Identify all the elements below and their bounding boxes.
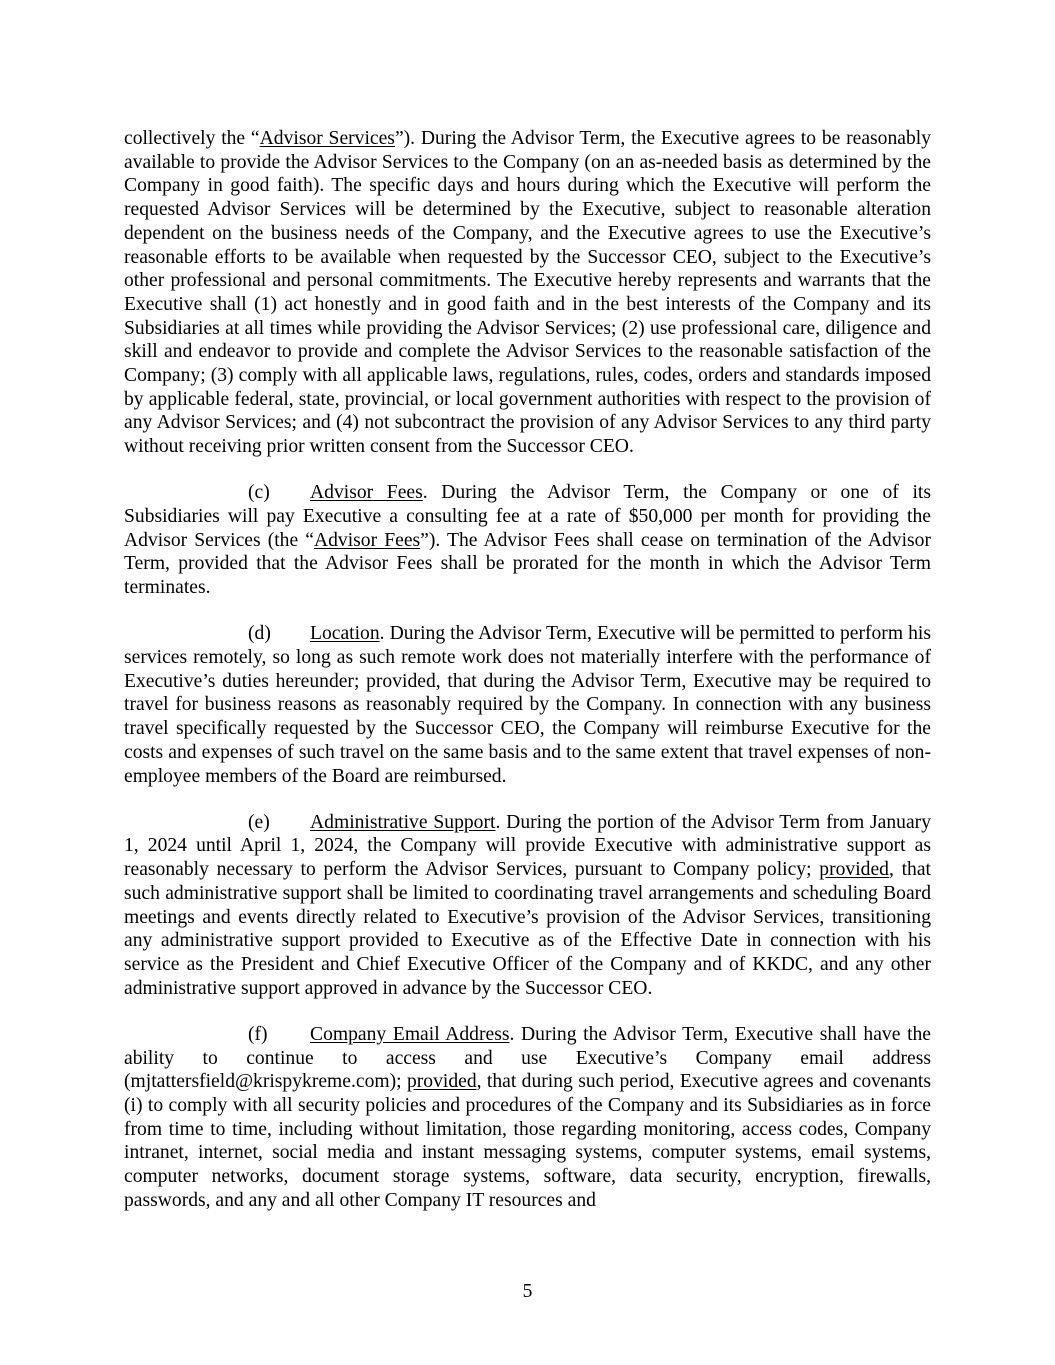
text: . During the Advisor Term, Executive will be permitted to perform his services remotely, so long as such remote work does not materially interfere with the performance of Executive’s duties hereunder; provided, that during the Advisor Term, Executive may be required to travel for business reasons as reasonably required by the Company. In connection with any business travel specifically requested by the Successor CEO, the Company will reimburse Executive for the costs and expenses of such travel on the same basis and to the same extent that travel expenses of non-employee members of the Board are reimbursed. <box>124 623 931 787</box>
defined-term-advisor-fees: Advisor Fees <box>313 529 421 551</box>
text: . During the Advisor Term, Executive shall have the ability to continue to access and use Executive’s Company email address (mjtattersfield@krispykreme.com); <box>124 1023 931 1093</box>
section-heading: Company Email Address <box>310 1023 510 1045</box>
emphasis-provided: provided <box>406 1071 477 1093</box>
section-marker: (d) <box>248 623 271 645</box>
paragraph-location <box>124 622 931 788</box>
text: ”). The Advisor Fees shall cease on termination of the Advisor Term, provided that the Advisor Fees shall be prorated for the month in which the Advisor Term terminates. <box>124 529 931 599</box>
text: . During the Advisor Term, the Company or one of its Subsidiaries will pay Executive a consulting fee at a rate of $50,000 per month for providing the Advisor Services (the “ <box>124 482 931 551</box>
section-heading: Advisor Fees <box>310 482 423 504</box>
section-heading: Administrative Support <box>310 811 496 833</box>
page-number: 5 <box>522 1281 533 1302</box>
defined-term-advisor-services: Advisor Services <box>259 128 395 149</box>
section-heading: Location <box>310 623 380 645</box>
emphasis-provided: provided <box>819 859 889 881</box>
document-body <box>124 127 931 1235</box>
text: collectively the “ <box>124 128 260 149</box>
paragraph-advisor-services <box>124 127 931 459</box>
text: ”). During the Advisor Term, the Executive agrees to be reasonably available to provide the Advisor Services to the Company (on an as-needed basis as determined by the Company in good faith). The specific days and hours during which the Executive will perform the requested Advisor Services will be determined by the Executive, subject to reasonable alteration dependent on the business needs of the Company, and the Executive agrees to use the Executive’s reasonable efforts to be available when requested by the Successor CEO, subject to the Executive’s other professional and personal commitments. The Executive hereby represents and warrants that the Executive shall (1) act honestly and in good faith and in the best interests of the Company and its Subsidiaries at all times while providing the Advisor Services; (2) use professional care, diligence and skill and endeavor to provide and complete the Advisor Services to the reasonable satisfaction of the Company; (3) comply with all applicable laws, regulations, rules, codes, orders and standards imposed by applicable federal, state, provincial, or local government authorities with respect to the provision of any Advisor Services; and (4) not subcontract the provision of any Advisor Services to any third party without receiving prior written consent from the Successor CEO. <box>124 128 931 458</box>
paragraph-advisor-fees <box>124 481 931 600</box>
section-marker: (e) <box>248 811 270 833</box>
text: . During the portion of the Advisor Term from January 1, 2024 until April 1, 2024, the Company will provide Executive with administrative support as reasonably necessary to perform the Advisor Services, pursuant to Company policy; <box>124 811 931 881</box>
section-marker: (f) <box>248 1023 268 1045</box>
paragraph-administrative-support <box>124 811 931 1001</box>
text: , that during such period, Executive agrees and covenants (i) to comply with all security policies and procedures of the Company and its Subsidiaries as in force from time to time, including without limitation, those regarding monitoring, access codes, Company intranet, internet, social media and instant messaging systems, computer systems, email systems, computer networks, document storage systems, software, data security, encryption, firewalls, passwords, and any and all other Company IT resources and <box>124 1071 931 1211</box>
section-marker: (c) <box>248 482 270 504</box>
paragraph-company-email <box>124 1023 931 1213</box>
text: , that such administrative support shall be limited to coordinating travel arrangements and scheduling Board meetings and events directly related to Executive’s provision of the Advisor Services, transitioning any administrative support provided to Executive as of the Effective Date in connection with his service as the President and Chief Executive Officer of the Company and of KKDC, and any other administrative support approved in advance by the Successor CEO. <box>124 859 931 999</box>
